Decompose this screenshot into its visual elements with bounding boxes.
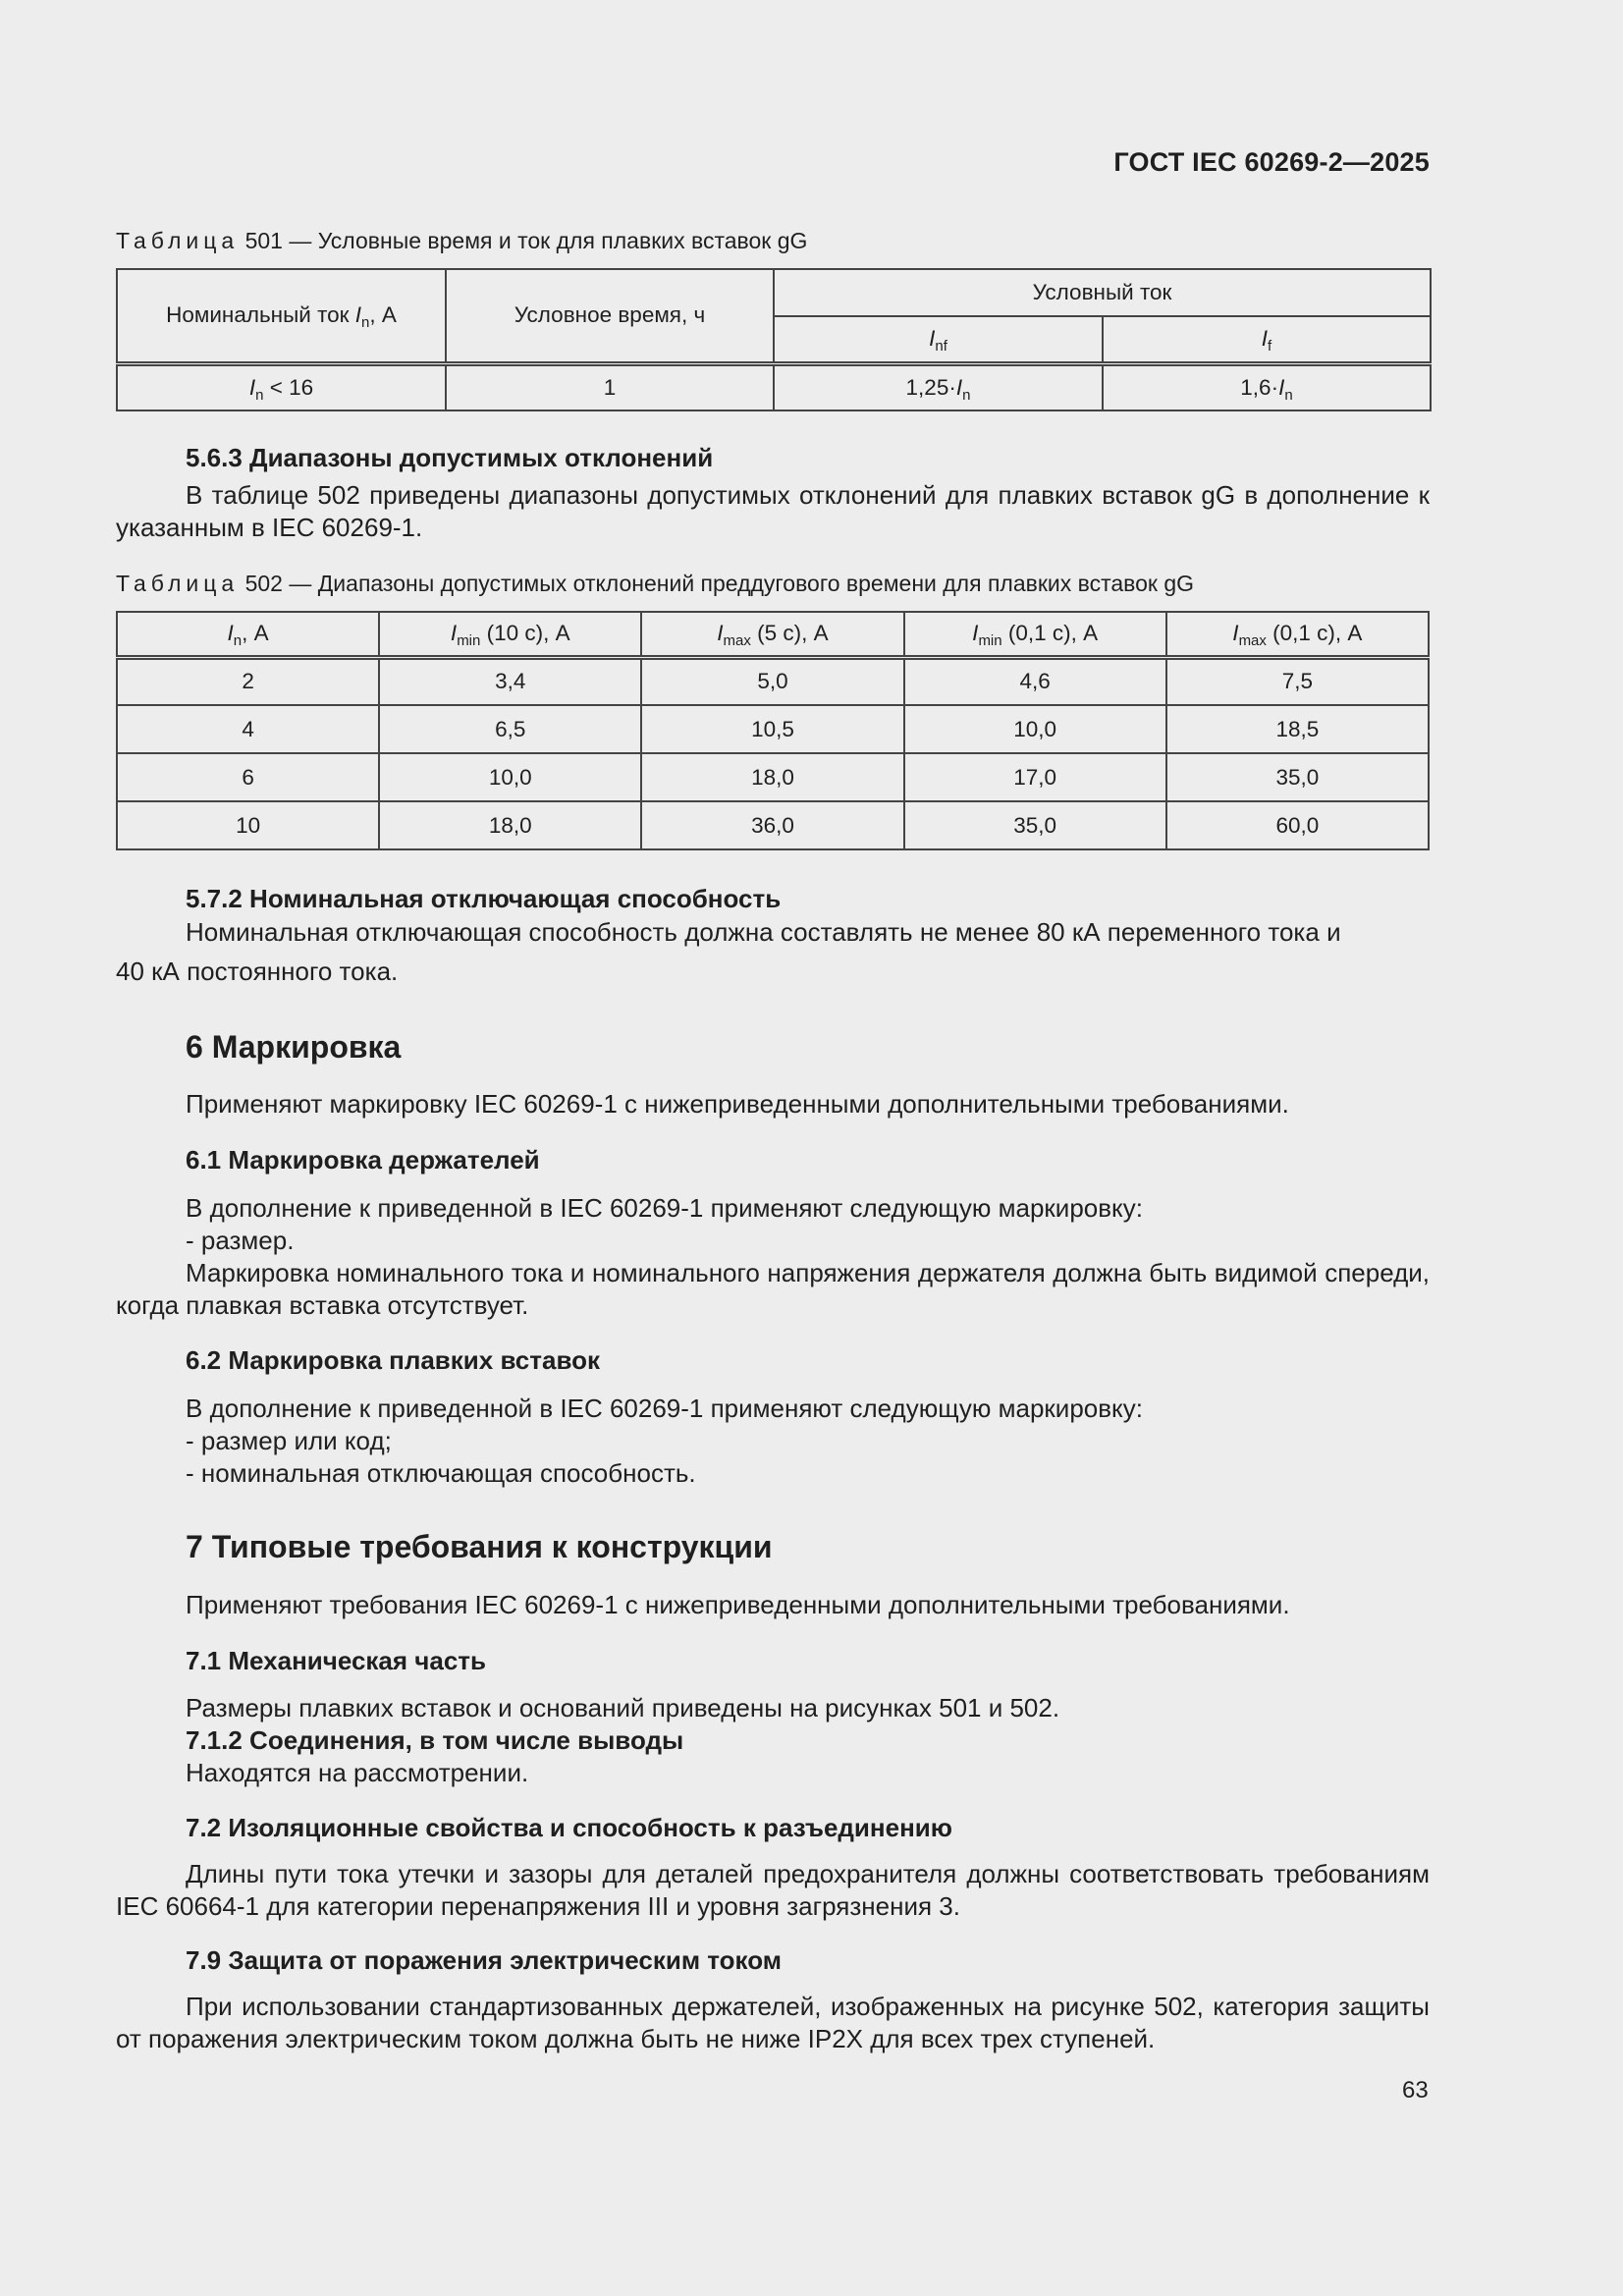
page-number: 63 — [1402, 2077, 1429, 2104]
document-id: ГОСТ IEC 60269-2—2025 — [1113, 147, 1430, 177]
table-row — [117, 801, 1429, 849]
table-cell: 10,0 — [904, 705, 1166, 753]
paragraph-line: 40 кА постоянного тока. — [116, 957, 399, 986]
table-501-caption — [116, 228, 807, 254]
table-cell: 10,0 — [379, 753, 641, 801]
section-heading-7-1: 7.1 Механическая часть — [186, 1646, 487, 1675]
paragraph-7-1: Размеры плавких вставок и оснований приведены на рисунках 501 и 502. — [186, 1693, 1060, 1722]
paragraph-6-1: Маркировка номинального тока и номинального напряжения держателя должна быть видимой спереди, когда плавкая вставка отсутствует. — [116, 1258, 1430, 1320]
section-heading-6-2: 6.2 Маркировка плавких вставок — [186, 1345, 600, 1375]
section-heading-7-2: 7.2 Изоляционные свойства и способность к разъединению — [186, 1813, 952, 1842]
section-heading-7: 7 Типовые требования к конструкции — [186, 1529, 773, 1564]
table-501 — [116, 268, 1432, 411]
caption-prefix: Таблица — [116, 228, 240, 253]
paragraph-line: В дополнение к приведенной в IEC 60269-1 применяют следующую маркировку: — [186, 1193, 1143, 1223]
table-cell: 18,5 — [1166, 705, 1429, 753]
table-row — [117, 657, 1429, 705]
cell-condition: $I_n < 16$ — [117, 363, 446, 410]
table-cell: 18,0 — [641, 753, 903, 801]
paragraph-line: Номинальная отключающая способность должна составлять не менее 80 кА переменного тока и — [186, 917, 1341, 947]
section-heading-6: 6 Маркировка — [186, 1029, 402, 1065]
header-if: $I_f$ — [1103, 316, 1431, 363]
paragraph-7-9: При использовании стандартизованных держателей, изображенных на рисунке 502, категория защиты от поражения электрическим током должна быть не ниже IP2X для всех трех ступеней. — [116, 1992, 1430, 2053]
caption-prefix: Таблица — [116, 571, 240, 596]
table-cell: 10,5 — [641, 705, 903, 753]
table-cell: 5,0 — [641, 657, 903, 705]
table-cell: 3,4 — [379, 657, 641, 705]
table-cell: 4 — [117, 705, 379, 753]
table-cell: 18,0 — [379, 801, 641, 849]
paragraph-5-6-3: В таблице 502 приведены диапазоны допустимых отклонений для плавких вставок gG в дополнение к указанным в IEC 60269-1. — [116, 480, 1430, 542]
table-cell: 10 — [117, 801, 379, 849]
table-cell: 60,0 — [1166, 801, 1429, 849]
table-header-row — [117, 612, 1429, 657]
header-imin-01s: $I_{min}$ (0,1 с), А — [904, 612, 1166, 657]
header-in: $I_n$, А — [117, 612, 379, 657]
paragraph-7-1-2: Находятся на рассмотрении. — [186, 1758, 529, 1787]
table-row — [117, 363, 1431, 410]
paragraph-7-2: Длины пути тока утечки и зазоры для деталей предохранителя должны соответствовать требованиям IEC 60664-1 для категории перенапряжения III и уровня загрязнения 3. — [116, 1859, 1430, 1921]
section-heading-7-1-2: 7.1.2 Соединения, в том числе выводы — [186, 1725, 684, 1755]
paragraph-line: - размер или код; — [186, 1426, 392, 1455]
cell-if: $1,6\cdot I_n$ — [1103, 363, 1431, 410]
table-cell: 35,0 — [904, 801, 1166, 849]
header-conventional-time: Условное время, ч — [446, 269, 774, 363]
table-row — [117, 705, 1429, 753]
table-row — [117, 753, 1429, 801]
paragraph-6: Применяют маркировку IEC 60269-1 с нижеприведенными дополнительными требованиями. — [186, 1089, 1289, 1119]
table-cell: 4,6 — [904, 657, 1166, 705]
paragraph-line: В дополнение к приведенной в IEC 60269-1 применяют следующую маркировку: — [186, 1394, 1143, 1423]
section-heading-5-6-3: 5.6.3 Диапазоны допустимых отклонений — [186, 443, 714, 472]
section-heading-6-1: 6.1 Маркировка держателей — [186, 1145, 540, 1175]
header-conventional-current: Условный ток — [774, 269, 1431, 316]
table-cell: 6,5 — [379, 705, 641, 753]
section-heading-5-7-2: 5.7.2 Номинальная отключающая способность — [186, 884, 782, 913]
section-heading-7-9: 7.9 Защита от поражения электрическим током — [186, 1945, 783, 1975]
table-cell: 7,5 — [1166, 657, 1429, 705]
table-502 — [116, 611, 1430, 850]
cell-time: 1 — [446, 363, 774, 410]
table-502-caption — [116, 571, 1194, 597]
cell-inf: $1,25\cdot I_n$ — [774, 363, 1103, 410]
header-inf: $I_{nf}$ — [774, 316, 1103, 363]
table-cell: 6 — [117, 753, 379, 801]
table-cell: 35,0 — [1166, 753, 1429, 801]
paragraph-line: - размер. — [186, 1226, 295, 1255]
table-cell: 2 — [117, 657, 379, 705]
header-nominal-current: Номинальный ток $I_n$, А — [117, 269, 446, 363]
paragraph-line: - номинальная отключающая способность. — [186, 1458, 696, 1488]
header-imin-10s: $I_{min}$ (10 с), А — [379, 612, 641, 657]
table-cell: 17,0 — [904, 753, 1166, 801]
caption-text: 502 — Диапазоны допустимых отклонений преддугового времени для плавких вставок gG — [239, 571, 1195, 596]
table-cell: 36,0 — [641, 801, 903, 849]
header-imax-5s: $I_{max}$ (5 с), А — [641, 612, 903, 657]
caption-text: 501 — Условные время и ток для плавких вставок gG — [239, 228, 808, 253]
header-imax-01s: $I_{max}$ (0,1 с), А — [1166, 612, 1429, 657]
paragraph-7: Применяют требования IEC 60269-1 с нижеприведенными дополнительными требованиями. — [186, 1590, 1290, 1619]
